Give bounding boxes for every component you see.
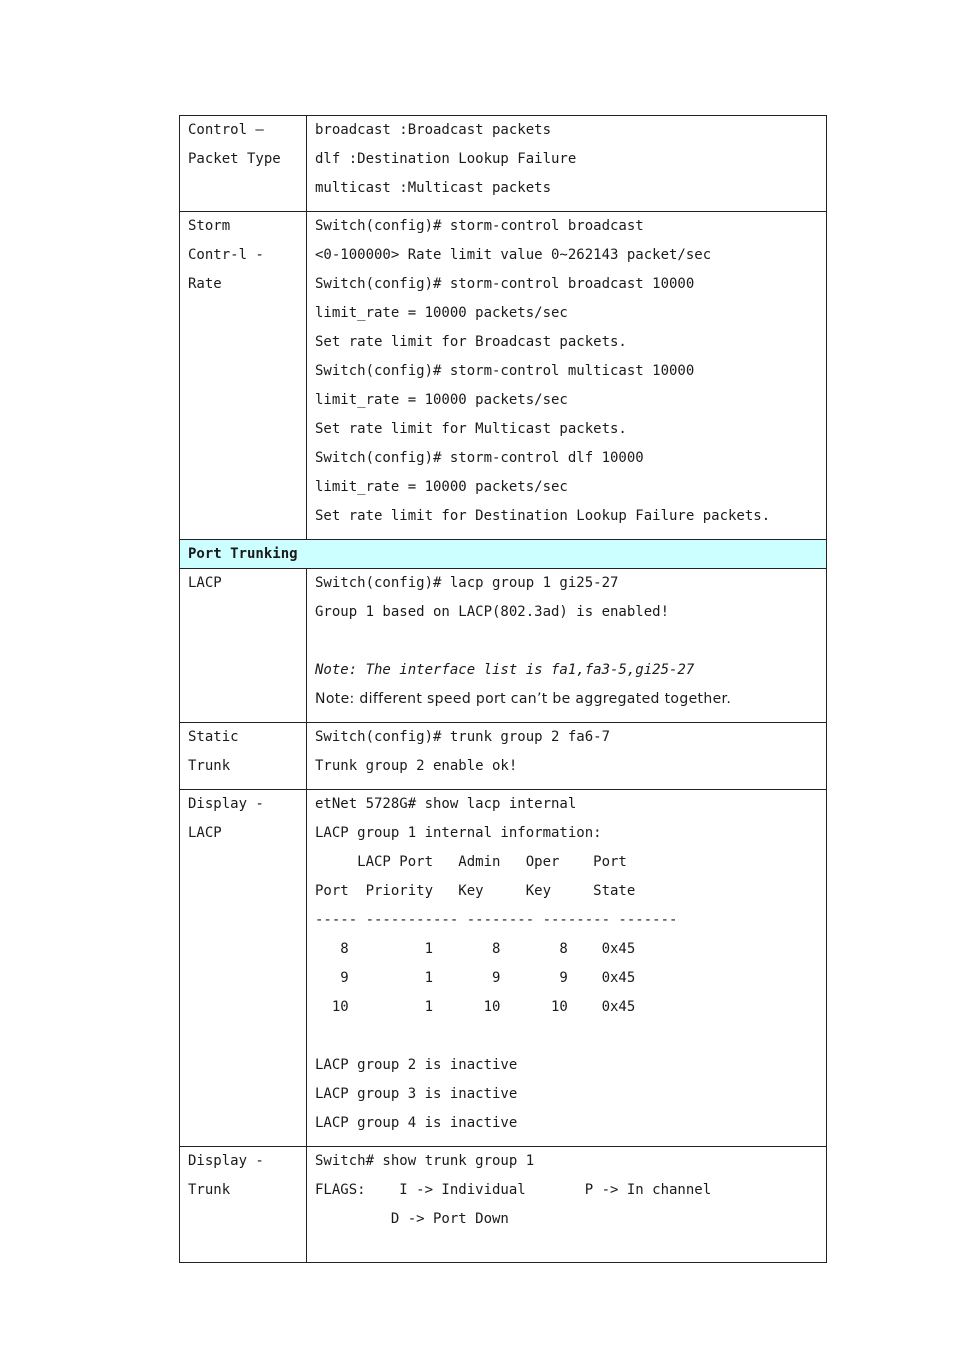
lacp-table-row: 8 1 8 8 0x45 <box>315 941 636 957</box>
command-line: limit_rate = 10000 packets/sec <box>315 392 568 408</box>
command-line: LACP group 3 is inactive <box>315 1086 518 1102</box>
label-line: Rate <box>188 276 222 292</box>
section-title: Port Trunking <box>188 546 298 562</box>
command-cell <box>307 116 827 212</box>
label-line: LACP <box>188 575 222 591</box>
lacp-table-header: Port Priority Key Key State <box>315 883 636 899</box>
table-row <box>180 723 827 790</box>
label-line: LACP <box>188 825 222 841</box>
command-line: limit_rate = 10000 packets/sec <box>315 305 568 321</box>
command-line: Switch(config)# storm-control broadcast 10000 <box>315 276 695 292</box>
section-header <box>180 540 827 569</box>
label-line: Trunk <box>188 1182 231 1198</box>
command-cell <box>307 723 827 790</box>
section-header-row <box>180 540 827 569</box>
command-line: multicast :Multicast packets <box>315 180 552 196</box>
row-label-cell <box>180 212 307 540</box>
table-row <box>180 1147 827 1263</box>
command-line: Group 1 based on LACP(802.3ad) is enabled! <box>315 604 670 620</box>
command-line: Set rate limit for Multicast packets. <box>315 421 627 437</box>
cli-reference-table <box>179 115 827 1263</box>
command-line: Switch(config)# trunk group 2 fa6-7 <box>315 729 611 745</box>
label-line: Display - <box>188 796 264 812</box>
blank-line <box>315 631 818 660</box>
row-label-cell <box>180 569 307 723</box>
command-line: LACP group 1 internal information: <box>315 825 602 841</box>
row-label-cell <box>180 723 307 790</box>
label-line: Storm <box>188 218 231 234</box>
command-line: Switch(config)# storm-control multicast 10000 <box>315 363 695 379</box>
lacp-table-row: 10 1 10 10 0x45 <box>315 999 636 1015</box>
row-label-cell <box>180 116 307 212</box>
command-line: D -> Port Down <box>315 1211 509 1227</box>
command-line: Set rate limit for Destination Lookup Failure packets. <box>315 508 771 524</box>
label-line: Static <box>188 729 239 745</box>
command-line: FLAGS: I -> Individual P -> In channel <box>315 1182 712 1198</box>
command-cell <box>307 790 827 1147</box>
table-row <box>180 116 827 212</box>
command-line: Switch(config)# storm-control broadcast <box>315 218 644 234</box>
lacp-table-header: LACP Port Admin Oper Port <box>315 854 627 870</box>
label-line: Control – <box>188 122 264 138</box>
command-line: broadcast :Broadcast packets <box>315 122 552 138</box>
command-cell <box>307 212 827 540</box>
command-line: <0-100000> Rate limit value 0~262143 packet/sec <box>315 247 712 263</box>
note-line: Note: different speed port can’t be aggregated together. <box>315 691 732 707</box>
command-cell <box>307 569 827 723</box>
command-line: dlf :Destination Lookup Failure <box>315 151 577 167</box>
command-line: etNet 5728G# show lacp internal <box>315 796 577 812</box>
label-line: Trunk <box>188 758 231 774</box>
command-line: Set rate limit for Broadcast packets. <box>315 334 627 350</box>
label-line: Display - <box>188 1153 264 1169</box>
command-line: Trunk group 2 enable ok! <box>315 758 518 774</box>
blank-line <box>315 1026 818 1055</box>
lacp-table-row: 9 1 9 9 0x45 <box>315 970 636 986</box>
command-line: LACP group 4 is inactive <box>315 1115 518 1131</box>
note-line: Note: The interface list is fa1,fa3-5,gi25-27 <box>315 662 695 678</box>
command-line: Switch# show trunk group 1 <box>315 1153 535 1169</box>
table-row <box>180 212 827 540</box>
command-line: Switch(config)# lacp group 1 gi25-27 <box>315 575 619 591</box>
table-row <box>180 790 827 1147</box>
label-line: Contr-l - <box>188 247 264 263</box>
command-line: Switch(config)# storm-control dlf 10000 <box>315 450 644 466</box>
lacp-table-separator: ----- ----------- -------- -------- ------- <box>315 912 678 928</box>
row-label-cell <box>180 790 307 1147</box>
table-row <box>180 569 827 723</box>
command-cell <box>307 1147 827 1263</box>
label-line: Packet Type <box>188 151 281 167</box>
command-line: limit_rate = 10000 packets/sec <box>315 479 568 495</box>
row-label-cell <box>180 1147 307 1263</box>
command-line: LACP group 2 is inactive <box>315 1057 518 1073</box>
